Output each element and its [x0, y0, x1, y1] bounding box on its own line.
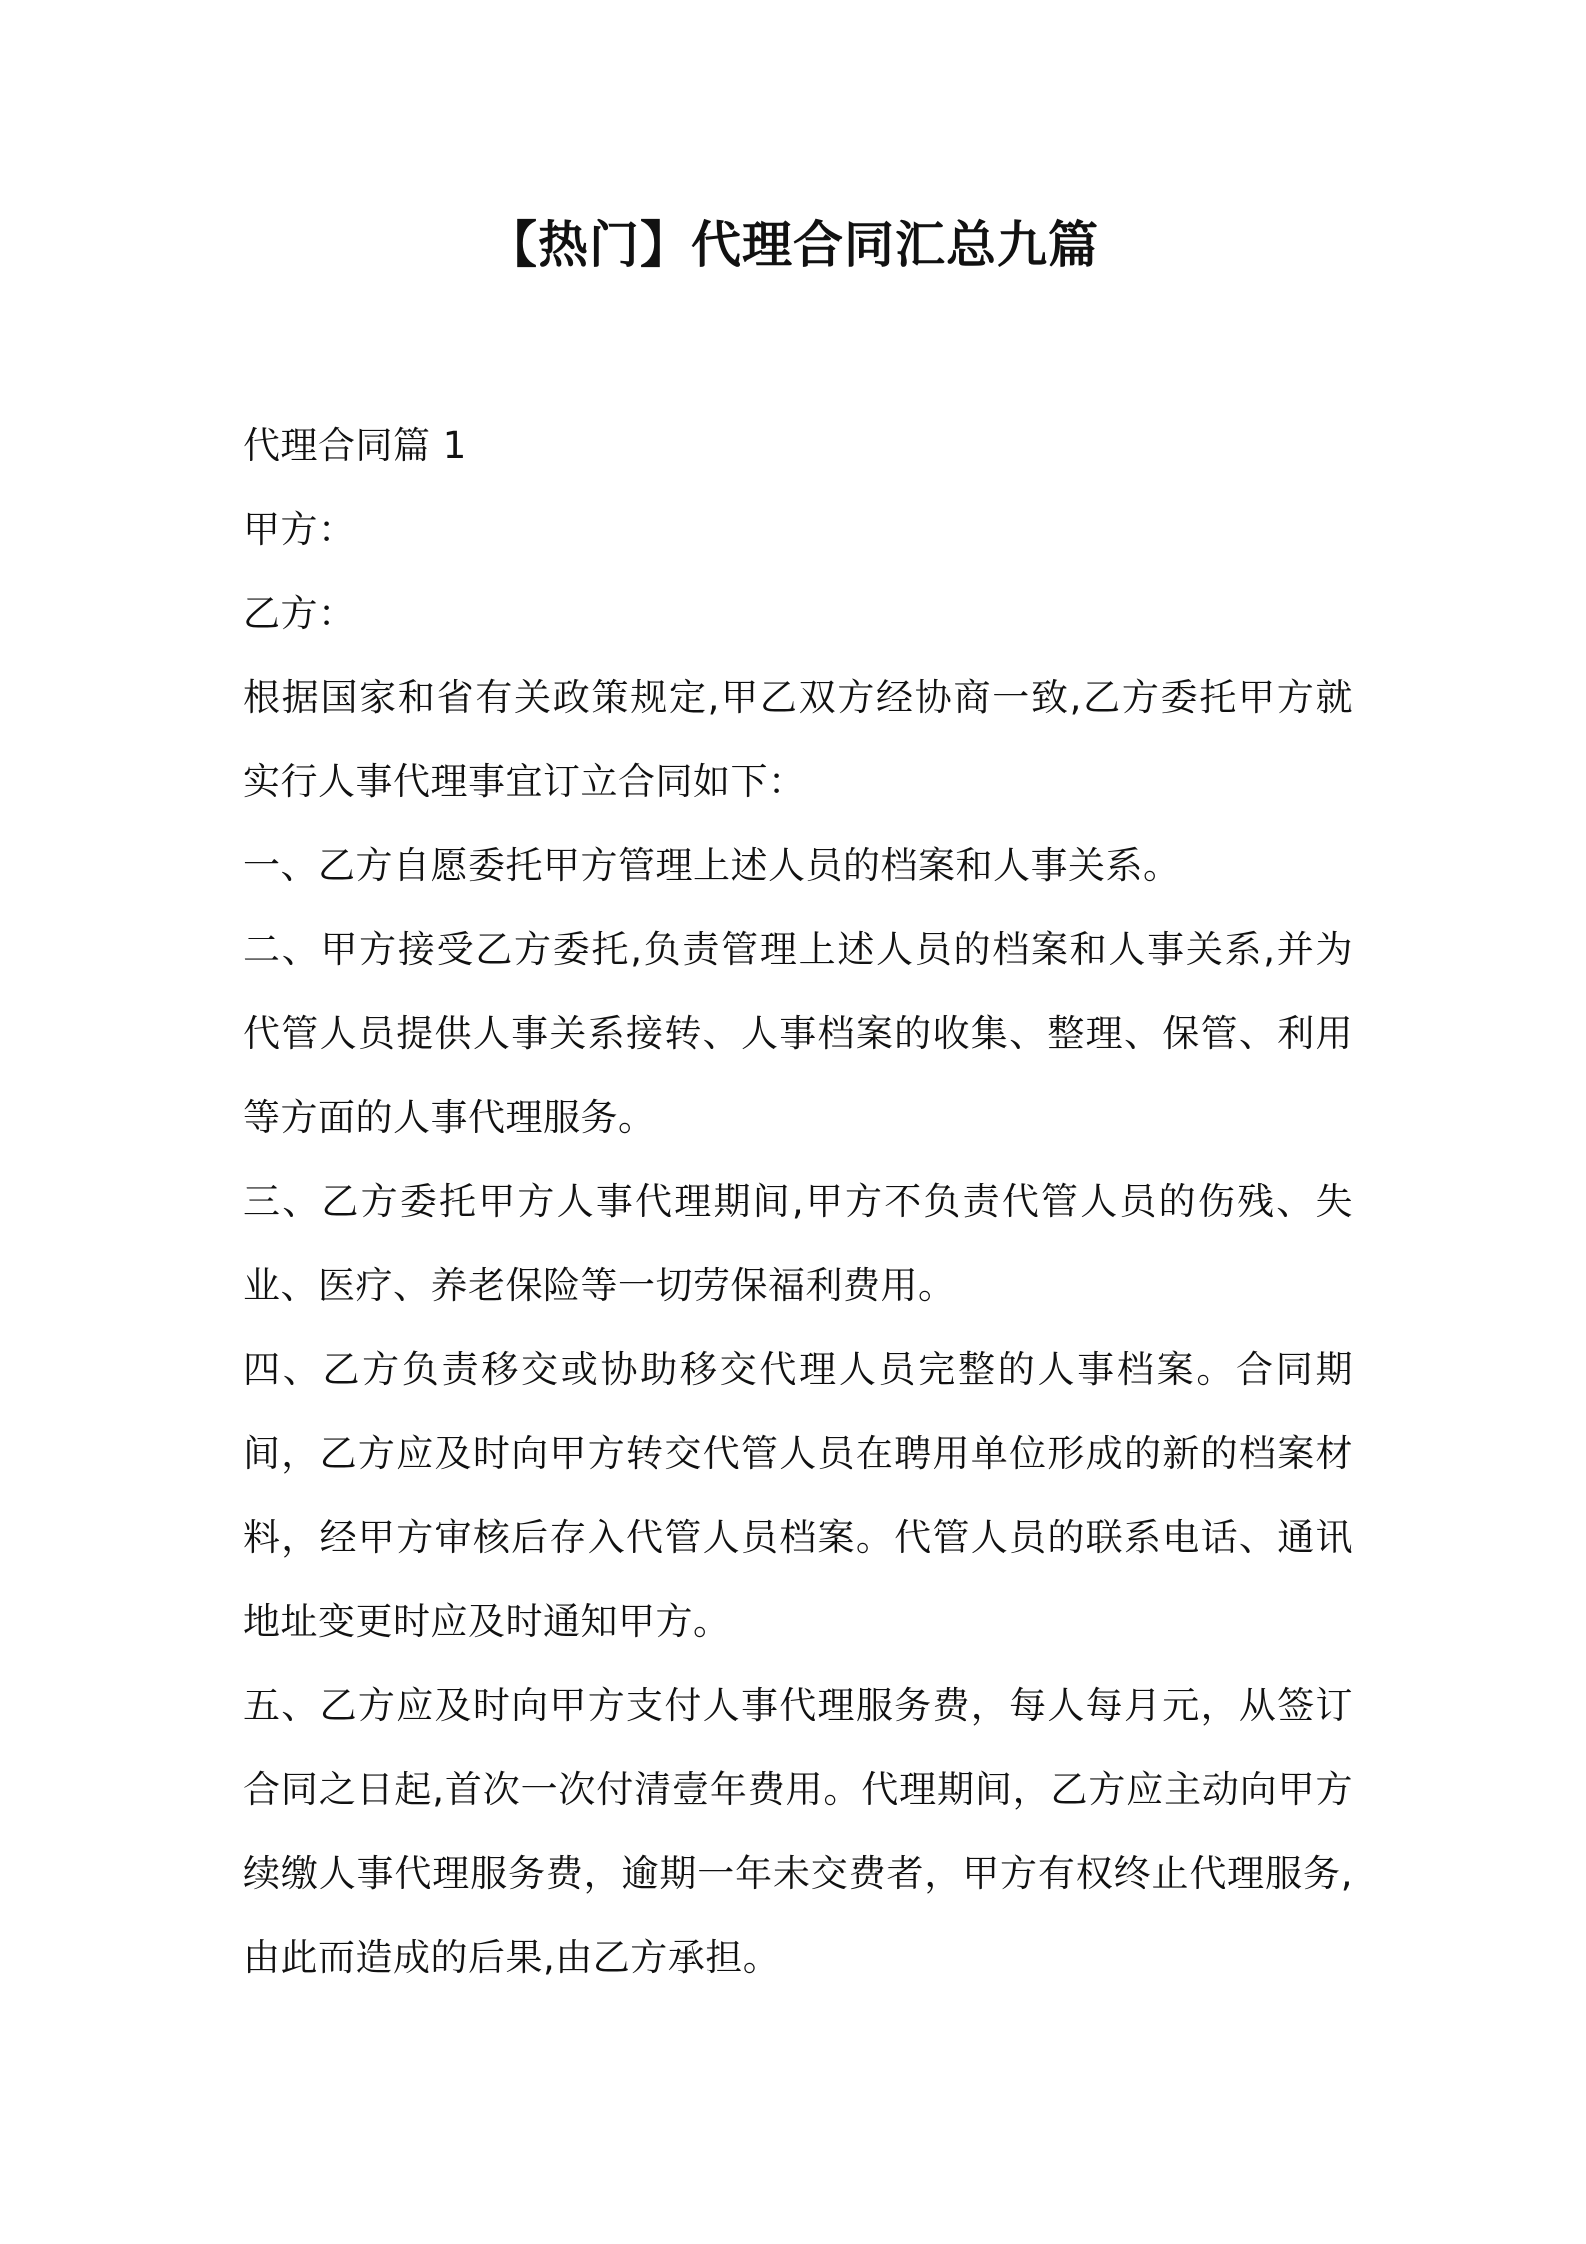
document-title: 【热门】代理合同汇总九篇: [487, 216, 1099, 274]
clause-2: 二、甲方接受乙方委托,负责管理上述人员的档案和人事关系,并为代管人员提供人事关系接转、人事档案的收集、整理、保管、利用等方面的人事代理服务。: [243, 928, 1353, 1139]
clause-5: 五、乙方应及时向甲方支付人事代理服务费，每人每月元，从签订合同之日起,首次一次付清壹年费用。代理期间，乙方应主动向甲方续缴人事代理服务费，逾期一年未交费者，甲方有权终止代理服务,由此而造成的后果,由乙方承担。: [243, 1684, 1353, 1979]
clause-3: 三、乙方委托甲方人事代理期间,甲方不负责代管人员的伤残、失业、医疗、养老保险等一切劳保福利费用。: [243, 1180, 1353, 1307]
section-heading: 代理合同篇 1: [243, 424, 467, 467]
clause-4: 四、乙方负责移交或协助移交代理人员完整的人事档案。合同期间，乙方应及时向甲方转交代管人员在聘用单位形成的新的档案材料，经甲方审核后存入代管人员档案。代管人员的联系电话、通讯地址变更时应及时通知甲方。: [243, 1348, 1353, 1643]
document-body: [243, 404, 1353, 2000]
clause-1: 一、乙方自愿委托甲方管理上述人员的档案和人事关系。: [243, 844, 1181, 887]
party-a-line: 甲方：: [243, 508, 356, 551]
party-b-line: 乙方：: [243, 592, 356, 635]
preamble-paragraph: 根据国家和省有关政策规定,甲乙双方经协商一致,乙方委托甲方就实行人事代理事宜订立合同如下：: [243, 676, 1353, 803]
